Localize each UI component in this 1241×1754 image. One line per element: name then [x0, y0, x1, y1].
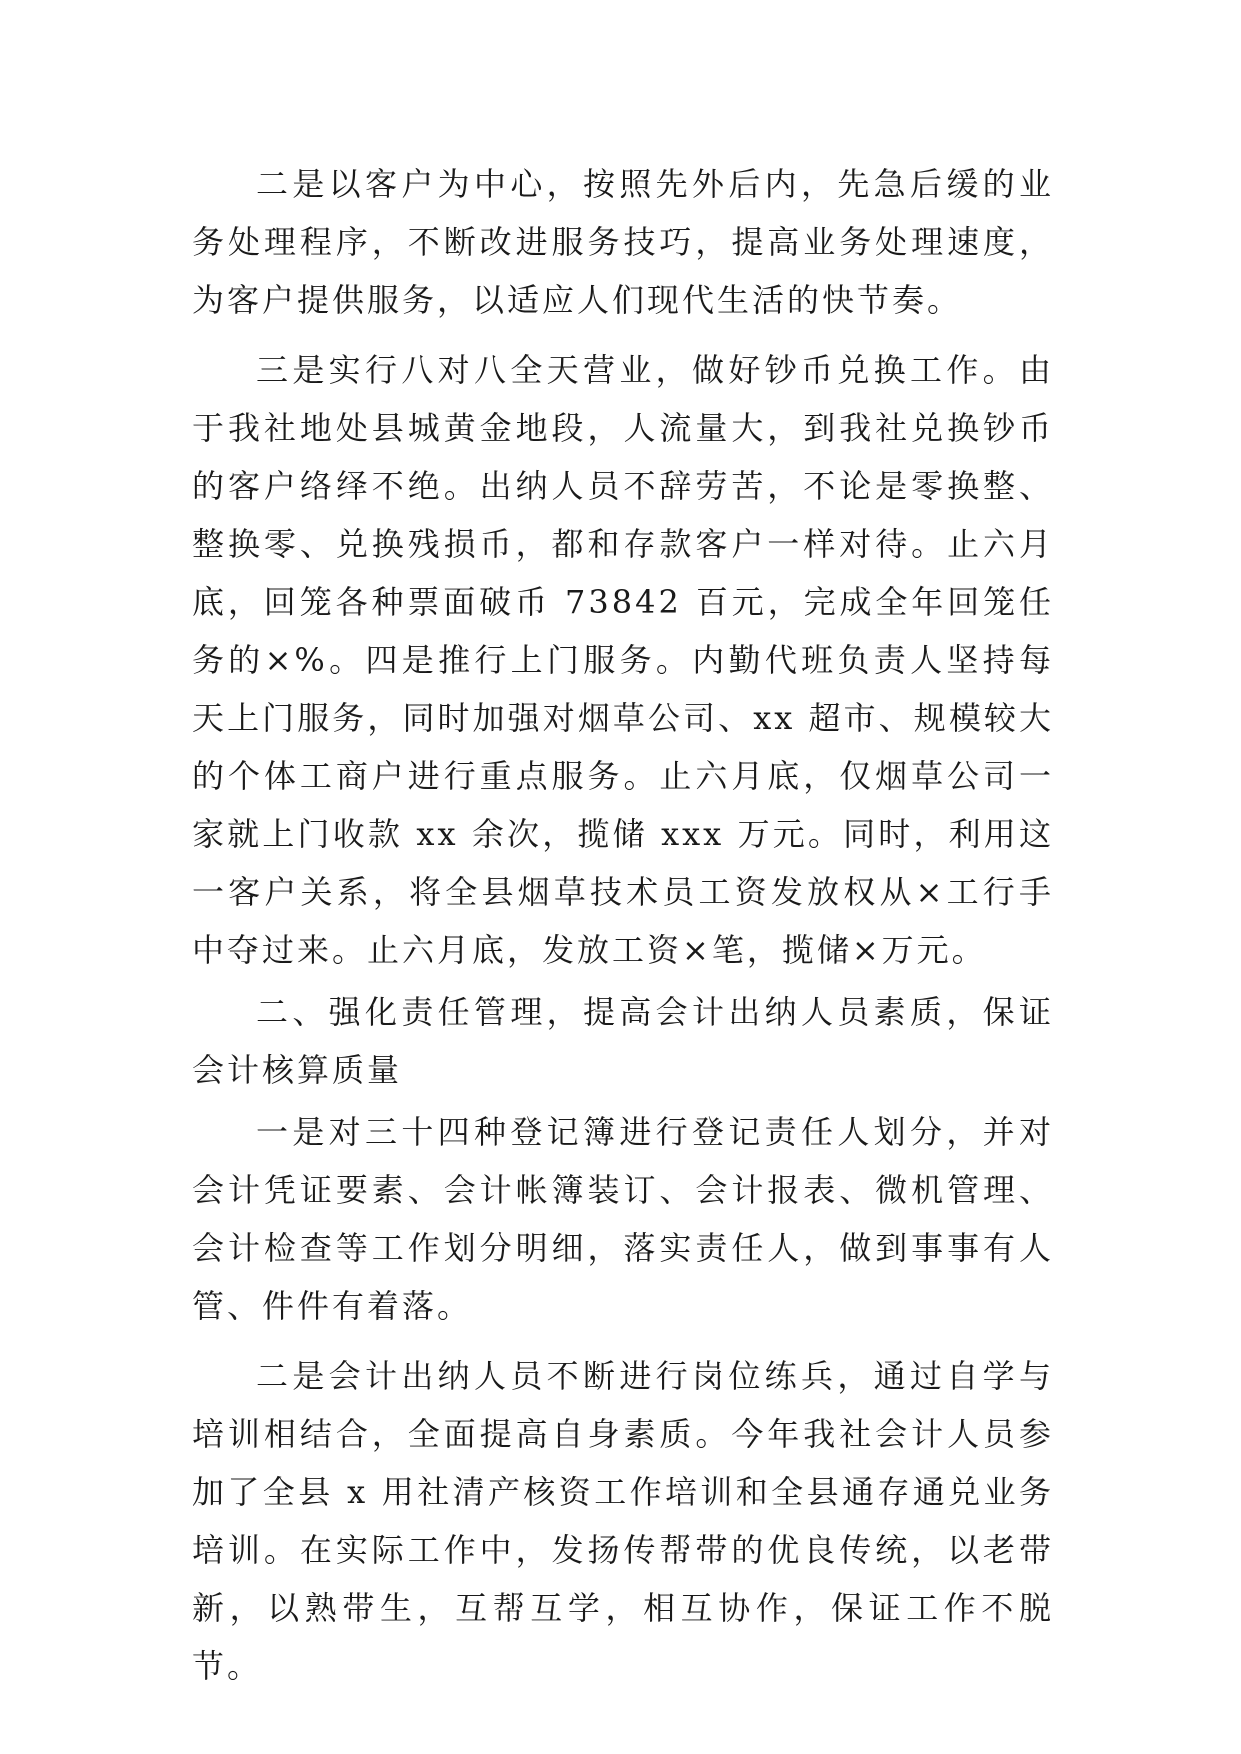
paragraph-customer-centered: 二是以客户为中心，按照先外后内，先急后缓的业务处理程序，不断改进服务技巧，提高业务处理速度，为客户提供服务，以适应人们现代生活的快节奏。: [192, 165, 1054, 319]
document-body: [192, 155, 1054, 1695]
paragraph-staff-training: 二是会计出纳人员不断进行岗位练兵，通过自学与培训相结合，全面提高自身素质。今年我社会计人员参加了全县 x 用社清产核资工作培训和全县通存通兑业务培训。在实际工作中，发扬传帮带的优良传统，以老带新，以熟带生，互帮互学，相互协作，保证工作不脱节。: [192, 1357, 1054, 1685]
paragraph-register-responsibility: 一是对三十四种登记簿进行登记责任人划分，并对会计凭证要素、会计帐簿装订、会计报表、微机管理、会计检查等工作划分明细，落实责任人，做到事事有人管、件件有着落。: [192, 1113, 1054, 1325]
section-heading-responsibility: 二、强化责任管理，提高会计出纳人员素质，保证会计核算质量: [192, 993, 1054, 1089]
paragraph-full-day-service: 三是实行八对八全天营业，做好钞币兑换工作。由于我社地处县城黄金地段，人流量大，到我社兑换钞币的客户络绎不绝。出纳人员不辞劳苦，不论是零换整、整换零、兑换残损币，都和存款客户一样对待。止六月底，回笼各种票面破币 73842 百元，完成全年回笼任务的×%。四是推行上门服务。内勤代班负责人坚持每天上门服务，同时加强对烟草公司、xx 超市、规模较大的个体工商户进行重点服务。止六月底，仅烟草公司一家就上门收款 xx 余次，揽储 xxx 万元。同时，利用这一客户关系，将全县烟草技术员工资发放权从×工行手中夺过来。止六月底，发放工资×笔，揽储×万元。: [192, 351, 1054, 969]
